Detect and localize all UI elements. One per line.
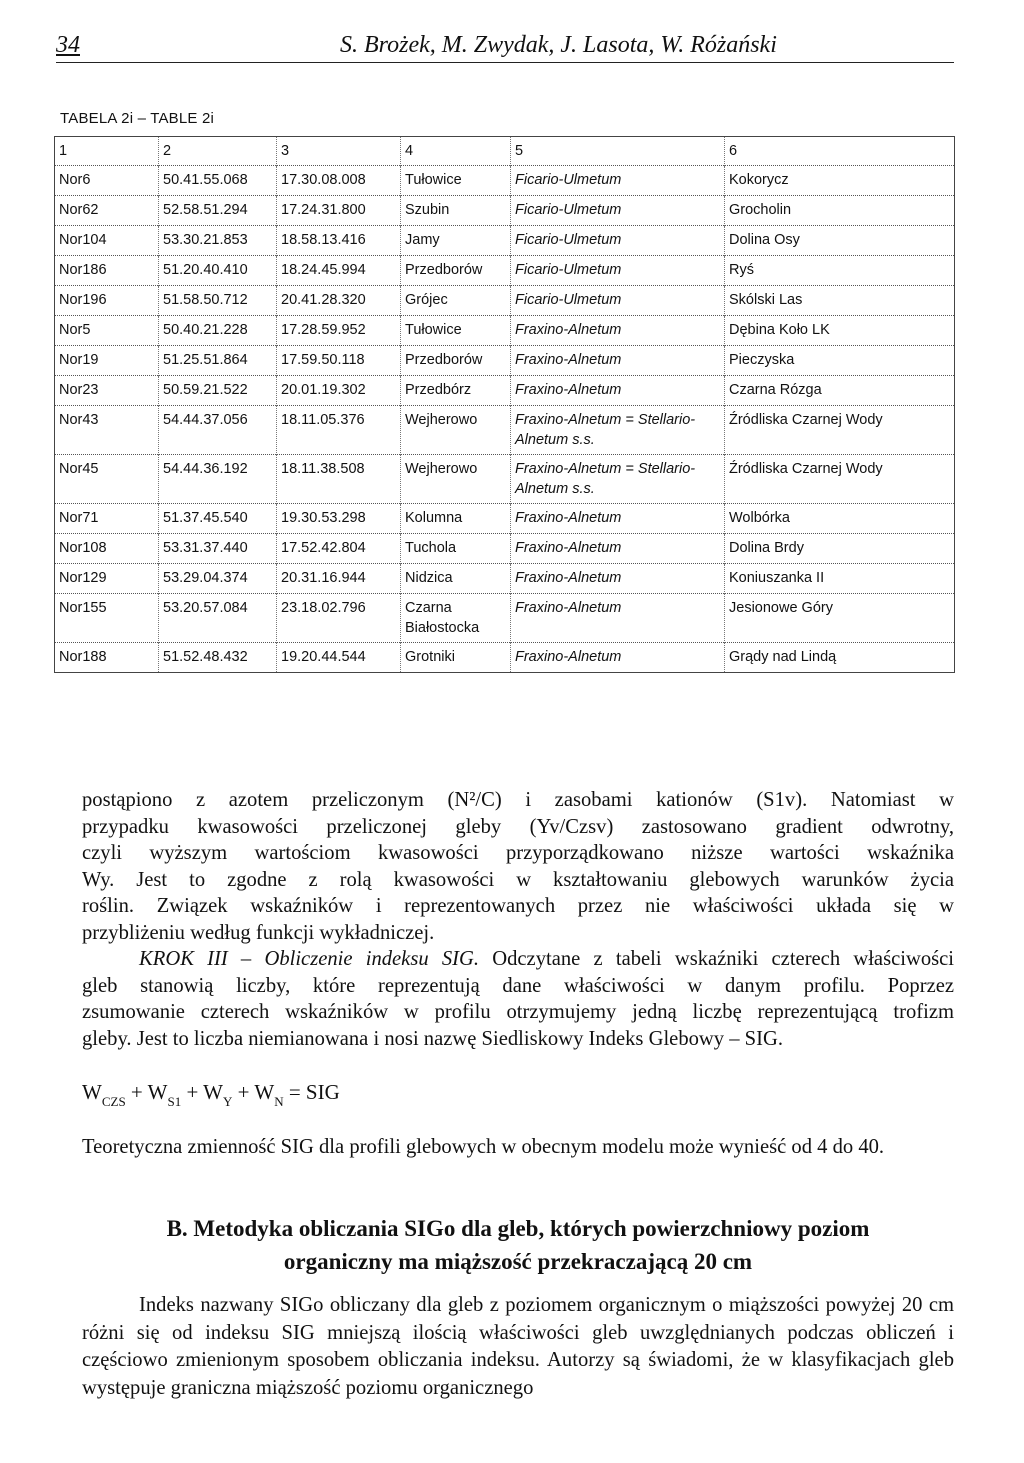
table-cell: Kolumna (401, 504, 511, 534)
formula-sub-s1: S1 (167, 1094, 182, 1109)
formula-plus: + (130, 1080, 143, 1104)
table-cell: 52.58.51.294 (159, 196, 277, 226)
table-cell: 50.41.55.068 (159, 166, 277, 196)
table-cell: 51.25.51.864 (159, 346, 277, 376)
table-cell: 53.31.37.440 (159, 534, 277, 564)
text-line: postąpiono z azotem przeliczonym (N²/C) i zasobami kationów (S1v). Natomiast w (82, 789, 954, 811)
table-cell: Fraxino-Alnetum (511, 643, 725, 673)
table-cell: 18.24.45.994 (277, 256, 401, 286)
formula-w: W (147, 1080, 168, 1104)
table-row (55, 286, 955, 316)
table-cell: Fraxino-Alnetum (511, 346, 725, 376)
table-header-row (55, 137, 955, 166)
table-cell: Grójec (401, 286, 511, 316)
table-cell: 17.59.50.118 (277, 346, 401, 376)
formula-w: W (254, 1080, 275, 1104)
table-cell: Nor19 (55, 346, 159, 376)
table-cell: Dębina Koło LK (725, 316, 955, 346)
table-cell: 17.28.59.952 (277, 316, 401, 346)
paragraph-1 (82, 787, 954, 1052)
table-cell: 17.30.08.008 (277, 166, 401, 196)
formula-w: W (203, 1080, 223, 1104)
text-line: roślin. Związek wskaźników i reprezentowanych przez nie właściwości układa się w (82, 895, 954, 917)
table-cell: Ficario-Ulmetum (511, 286, 725, 316)
table-cell: Tuchola (401, 534, 511, 564)
table-cell: Kokorycz (725, 166, 955, 196)
table-cell: Fraxino-Alnetum (511, 376, 725, 406)
paragraph-1-line (82, 920, 954, 947)
text-line: gleby. Jest to liczba niemianowana i nosi nazwę Siedliskowy Indeks Glebowy – SIG. (82, 1027, 784, 1050)
table-cell: Wolbórka (725, 504, 955, 534)
table-cell: Szubin (401, 196, 511, 226)
table-row (55, 504, 955, 534)
table-cell: 23.18.02.796 (277, 594, 401, 643)
table-cell: Grotniki (401, 643, 511, 673)
table-cell: 51.58.50.712 (159, 286, 277, 316)
table-cell: Tułowice (401, 316, 511, 346)
paragraph-1-line (82, 1026, 954, 1053)
running-head-authors: S. Brożek, M. Zwydak, J. Lasota, W. Różański (340, 32, 777, 58)
formula-sub-czs: CZS (101, 1094, 126, 1109)
table-cell: Fraxino-Alnetum (511, 564, 725, 594)
table-cell: Jesionowe Góry (725, 594, 955, 643)
table-cell: Pieczyska (725, 346, 955, 376)
table-cell: 19.30.53.298 (277, 504, 401, 534)
step-3-label: KROK III – Obliczenie indeksu SIG. (139, 948, 480, 970)
table-cell: Ficario-Ulmetum (511, 256, 725, 286)
table-row (55, 346, 955, 376)
table-cell: 50.40.21.228 (159, 316, 277, 346)
table-row (55, 406, 955, 455)
section-b-title-line-1: B. Metodyka obliczania SIGo dla gleb, których powierzchniowy poziom (166, 1216, 870, 1241)
data-table (54, 136, 955, 673)
table-cell: Przedbórz (401, 376, 511, 406)
column-header: 3 (277, 137, 401, 166)
paragraph-1-line (82, 893, 954, 920)
table-cell: Czarna Rózga (725, 376, 955, 406)
text-line: przypadku kwasowości przeliczonej gleby (Yv/Czsv) zastosowano gradient odwrotny, (82, 815, 954, 838)
table-row (55, 594, 955, 643)
table-cell: Nor43 (55, 406, 159, 455)
table-cell: Fraxino-Alnetum (511, 534, 725, 564)
table-cell: Przedborów (401, 256, 511, 286)
table-cell: Grądy nad Lindą (725, 643, 955, 673)
table-cell: Ficario-Ulmetum (511, 226, 725, 256)
table-cell: 54.44.37.056 (159, 406, 277, 455)
page-number: 34 (56, 32, 80, 58)
table-row (55, 455, 955, 504)
page-header (56, 28, 954, 63)
table-cell: Nor45 (55, 455, 159, 504)
table-cell: 19.20.44.544 (277, 643, 401, 673)
sig-formula (82, 1080, 340, 1110)
table-cell: 54.44.36.192 (159, 455, 277, 504)
table-row (55, 643, 955, 673)
table-cell: Wejherowo (401, 455, 511, 504)
table-cell: Nor188 (55, 643, 159, 673)
table-cell: Ryś (725, 256, 955, 286)
data-table-body (55, 137, 955, 673)
table-cell: Dolina Osy (725, 226, 955, 256)
table-cell: Nor155 (55, 594, 159, 643)
table-cell: Fraxino-Alnetum (511, 594, 725, 643)
column-header: 1 (55, 137, 159, 166)
table-row (55, 534, 955, 564)
table-cell: Jamy (401, 226, 511, 256)
formula-w: W (82, 1080, 102, 1104)
table-cell: 17.52.42.804 (277, 534, 401, 564)
step-3-text: Odczytane z tabeli wskaźniki czterech właściwości (479, 948, 954, 970)
table-cell: Nidzica (401, 564, 511, 594)
formula-result: = SIG (288, 1080, 340, 1104)
table-cell: 18.11.05.376 (277, 406, 401, 455)
paragraph-1-line (82, 973, 954, 1000)
table-cell: Fraxino-Alnetum = Stellario-Alnetum s.s. (511, 406, 725, 455)
table-cell: Nor129 (55, 564, 159, 594)
table-cell: Nor62 (55, 196, 159, 226)
table-cell: Wejherowo (401, 406, 511, 455)
table-cell: Nor104 (55, 226, 159, 256)
table-cell: Czarna Białostocka (401, 594, 511, 643)
paragraph-1-line (82, 840, 954, 867)
column-header: 2 (159, 137, 277, 166)
section-b-title-line-2: organiczny ma miąższość przekraczającą 20 cm (283, 1249, 753, 1274)
text-line: Wy. Jest to zgodne z rolą kwasowości w kształtowaniu glebowych warunków życia (82, 868, 954, 891)
table-cell: Dolina Brdy (725, 534, 955, 564)
table-cell: 51.37.45.540 (159, 504, 277, 534)
table-cell: 50.59.21.522 (159, 376, 277, 406)
table-cell: 20.31.16.944 (277, 564, 401, 594)
text-line: zsumowanie czterech wskaźników w profilu otrzymujemy jedną liczbę reprezentującą trofizm (82, 1001, 954, 1023)
table-cell: 18.11.38.508 (277, 455, 401, 504)
table-cell: 53.20.57.084 (159, 594, 277, 643)
section-b-title (82, 1212, 954, 1278)
paragraph-1-line (82, 787, 954, 814)
table-cell: 53.29.04.374 (159, 564, 277, 594)
text-line: gleb stanowią liczby, które reprezentują dane właściwości w danym profilu. Poprzez (82, 974, 954, 997)
column-header: 5 (511, 137, 725, 166)
table-row (55, 166, 955, 196)
table-cell: 20.41.28.320 (277, 286, 401, 316)
table-cell: 17.24.31.800 (277, 196, 401, 226)
table-caption: TABELA 2i – TABLE 2i (60, 110, 215, 127)
table-cell: Grocholin (725, 196, 955, 226)
column-header: 4 (401, 137, 511, 166)
paragraph-1-line (82, 999, 954, 1026)
paragraph-3-text: Indeks nazwany SIGo obliczany dla gleb z poziomem organicznym o miąższości powyżej 20 cm różni się od indeksu SIG mniejszą ilością właściwości gleb uwzględnianych podczas obliczeń i częściowo zmienionym sposobem obliczania indeksu. Autorzy są świadomi, że w klasyfikacjach gleb występuje graniczna miąższość poziomu organicznego (82, 1294, 954, 1399)
paragraph-3 (82, 1292, 954, 1402)
table-cell: Źródliska Czarnej Wody (725, 406, 955, 455)
table-cell: Przedborów (401, 346, 511, 376)
column-header: 6 (725, 137, 955, 166)
table-cell: Koniuszanka II (725, 564, 955, 594)
formula-plus: + (186, 1080, 199, 1104)
table-cell: Nor196 (55, 286, 159, 316)
table-cell: Fraxino-Alnetum (511, 504, 725, 534)
table-cell: Skólski Las (725, 286, 955, 316)
table-cell: Ficario-Ulmetum (511, 196, 725, 226)
table-row (55, 196, 955, 226)
table-cell: Źródliska Czarnej Wody (725, 455, 955, 504)
formula-sub-n: N (274, 1094, 284, 1109)
table-cell: Fraxino-Alnetum = Stellario-Alnetum s.s. (511, 455, 725, 504)
table-row (55, 376, 955, 406)
text-line: czyli wyższym wartościom kwasowości przyporządkowano niższe wartości wskaźnika (82, 842, 954, 864)
text-line: przybliżeniu według funkcji wykładniczej. (82, 921, 435, 944)
table-row (55, 316, 955, 346)
table-cell: 18.58.13.416 (277, 226, 401, 256)
table-cell: Tułowice (401, 166, 511, 196)
table-cell: Ficario-Ulmetum (511, 166, 725, 196)
table-cell: Nor5 (55, 316, 159, 346)
formula-plus: + (237, 1080, 250, 1104)
paragraph-2: Teoretyczna zmienność SIG dla profili glebowych w obecnym modelu może wynieść od 4 do 40. (82, 1136, 885, 1158)
table-cell: 51.20.40.410 (159, 256, 277, 286)
step-3-line (82, 946, 954, 973)
paragraph-1-line (82, 814, 954, 841)
formula-sub-y: Y (223, 1094, 233, 1109)
table-cell: Fraxino-Alnetum (511, 316, 725, 346)
table-row (55, 256, 955, 286)
table-cell: Nor71 (55, 504, 159, 534)
table-cell: 53.30.21.853 (159, 226, 277, 256)
table-row (55, 226, 955, 256)
table-cell: 51.52.48.432 (159, 643, 277, 673)
table-row (55, 564, 955, 594)
table-cell: Nor186 (55, 256, 159, 286)
paragraph-1-line (82, 867, 954, 894)
table-cell: Nor6 (55, 166, 159, 196)
table-cell: Nor23 (55, 376, 159, 406)
table-cell: 20.01.19.302 (277, 376, 401, 406)
table-cell: Nor108 (55, 534, 159, 564)
